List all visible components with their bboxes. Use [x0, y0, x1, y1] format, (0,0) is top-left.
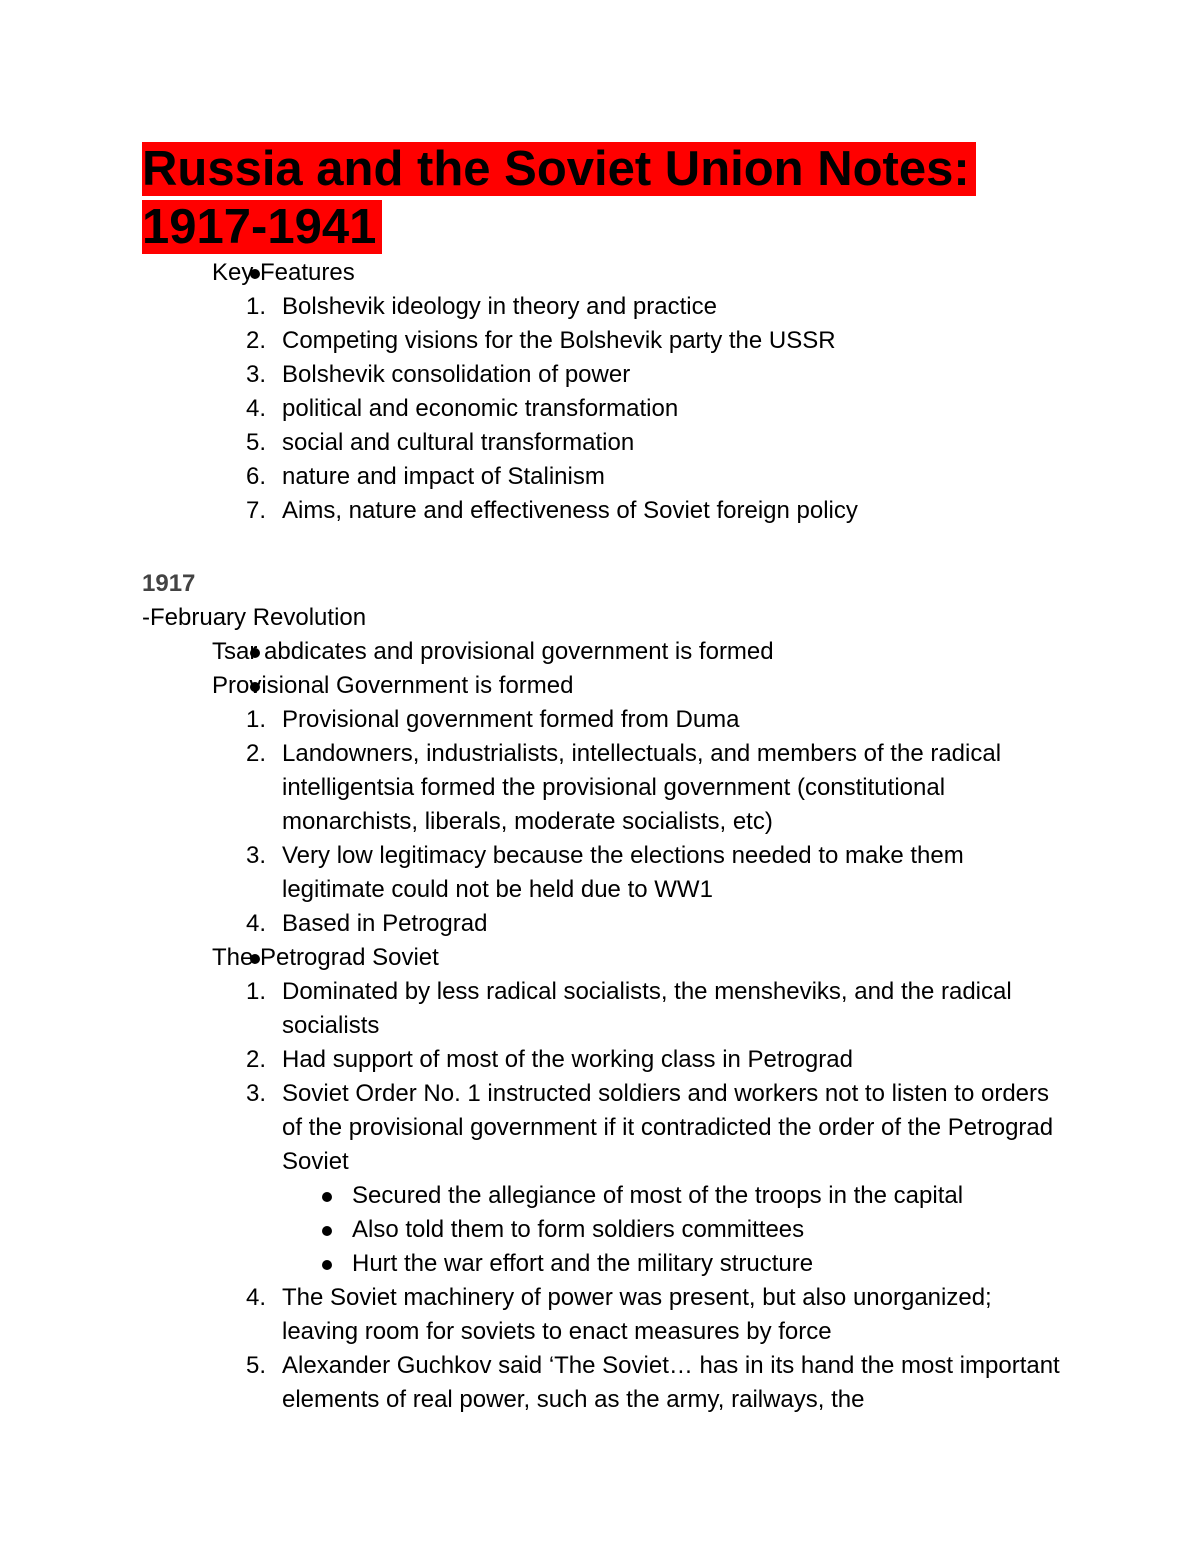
section-1917-list — [142, 635, 1072, 1417]
list-item: Hurt the war effort and the military structure — [352, 1250, 814, 1277]
list-item: 1. Bolshevik ideology in theory and practice — [246, 293, 717, 320]
list-item: 5. Alexander Guchkov said ‘The Soviet… has in its hand the most important elements of real power, such as the army, railways, the — [246, 1352, 1060, 1413]
february-revolution-heading: -February Revolution — [142, 604, 367, 631]
provisional-label: Provisional Government is formed — [212, 672, 574, 699]
soviet-bullet — [142, 941, 1072, 1417]
list-item: Also told them to form soldiers committees — [352, 1216, 805, 1243]
list-item: 7. Aims, nature and effectiveness of Soviet foreign policy — [246, 497, 858, 524]
key-features-items — [142, 290, 1072, 528]
list-item: 1. Dominated by less radical socialists, the mensheviks, and the radical socialists — [246, 978, 1012, 1039]
title-line-2: 1917-1941 — [142, 200, 382, 254]
soviet-items — [142, 975, 1072, 1417]
provisional-bullet — [142, 669, 1072, 941]
list-item: 2. Had support of most of the working class in Petrograd — [246, 1046, 853, 1073]
page-title — [142, 140, 1072, 256]
list-item: 3. Soviet Order No. 1 instructed soldiers and workers not to listen to orders of the provisional government if it contradicted the order of the Petrograd Soviet Secured the allegiance of most of the troops in the capital Also told them to form soldiers committees Hurt the war effort and the military structure — [142, 1077, 1072, 1281]
list-item: 4. political and economic transformation — [246, 395, 679, 422]
list-item: 6. nature and impact of Stalinism — [246, 463, 605, 490]
key-features-list — [142, 256, 1072, 528]
provisional-items — [142, 703, 1072, 941]
list-item: 3. Very low legitimacy because the elections needed to make them legitimate could not be held due to WW1 — [246, 842, 964, 903]
title-line-1: Russia and the Soviet Union Notes: — [142, 142, 976, 196]
list-item: 4. The Soviet machinery of power was present, but also unorganized; leaving room for soviets to enact measures by force — [246, 1284, 992, 1345]
key-features-bullet — [142, 256, 1072, 528]
order-subitems — [142, 1179, 1072, 1281]
list-item: 1. Provisional government formed from Duma — [246, 706, 740, 733]
document-page — [142, 140, 1072, 1417]
list-item: 4. Based in Petrograd — [246, 910, 488, 937]
list-item: 3. Bolshevik consolidation of power — [246, 361, 631, 388]
soviet-label: The Petrograd Soviet — [212, 944, 439, 971]
list-item: 2. Competing visions for the Bolshevik party the USSR — [246, 327, 836, 354]
year-heading-1917: 1917 — [142, 570, 196, 597]
tsar-bullet: Tsar abdicates and provisional government is formed — [212, 638, 774, 665]
key-features-label: Key Features — [212, 259, 355, 286]
list-item: Secured the allegiance of most of the troops in the capital — [352, 1182, 964, 1209]
list-item: 5. social and cultural transformation — [246, 429, 635, 456]
list-item: 2. Landowners, industrialists, intellectuals, and members of the radical intelligentsia formed the provisional government (constitutional monarchists, liberals, moderate socialists, etc) — [246, 740, 1002, 835]
